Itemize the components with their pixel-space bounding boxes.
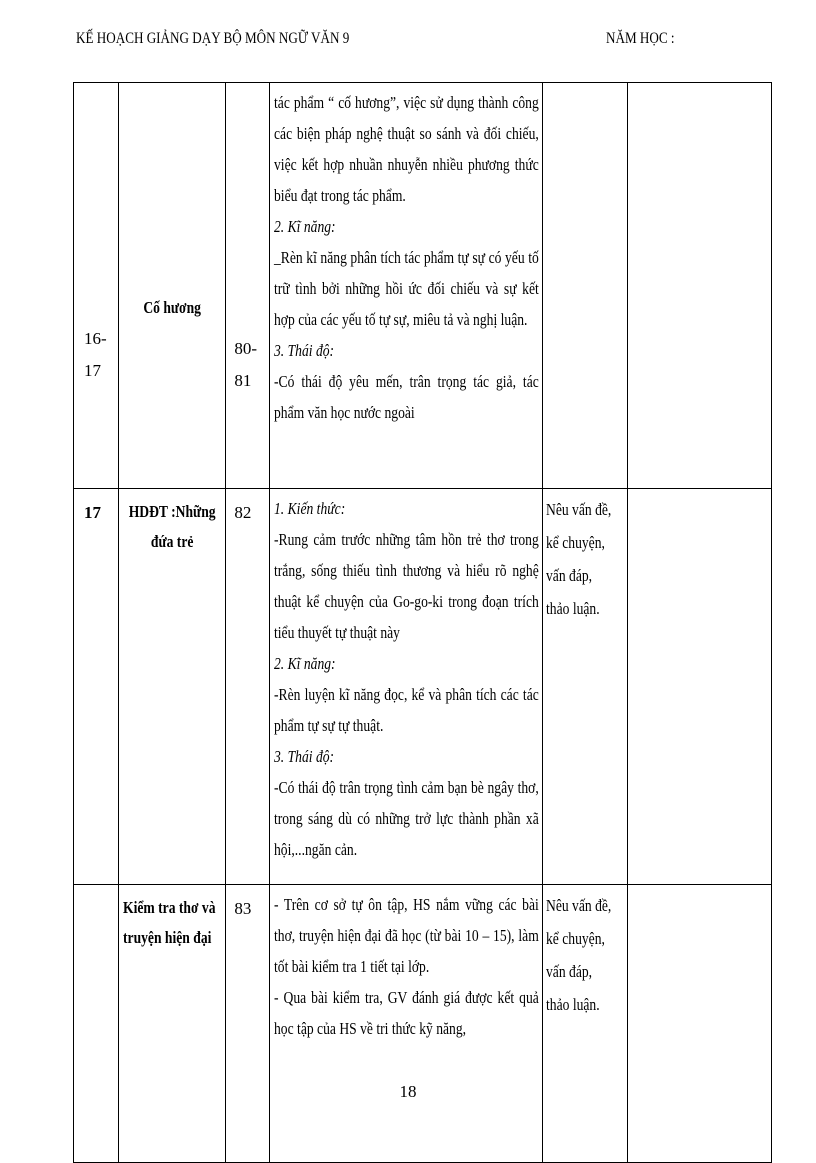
teaching-methods: [543, 489, 626, 629]
lesson-name-cell: [119, 83, 226, 489]
lesson-objectives: [270, 83, 543, 430]
week-cell: [74, 489, 119, 885]
method-item: thảo luận.: [546, 995, 600, 1014]
teaching-methods-cell: [543, 885, 627, 1163]
method-item: vấn đáp,: [546, 566, 593, 585]
table-row: [74, 83, 772, 489]
notes-cell: [627, 83, 771, 489]
method-item: Nêu vấn đề,: [546, 500, 612, 519]
method-item: kể chuyện,: [546, 533, 606, 552]
method-item: kể chuyện,: [546, 929, 606, 948]
school-year-label: NĂM HỌC :: [606, 30, 675, 47]
week-cell: [74, 885, 119, 1163]
objective-text: - Qua bài kiểm tra, GV đánh giá được kết quả học tập của HS về tri thức kỹ năng,: [273, 988, 539, 1038]
objective-heading: 3. Thái độ:: [273, 747, 334, 766]
objective-text: -Có thái độ trân trọng tình cảm bạn bè ngây thơ, trong sáng dù có những trở lực thành phần xã hội,...ngăn cản.: [273, 778, 539, 859]
lesson-content-cell: [269, 489, 543, 885]
teaching-methods: [543, 885, 626, 1025]
lesson-name-cell: [119, 885, 226, 1163]
table-row: [74, 885, 772, 1163]
document-title: KẾ HOẠCH GIẢNG DẠY BỘ MÔN NGỮ VĂN 9: [76, 30, 350, 47]
objective-heading: 1. Kiến thức:: [273, 499, 345, 518]
lesson-name: HDĐT :Những đứa trẻ: [128, 502, 216, 551]
week-number: 17: [84, 503, 101, 522]
objective-text: -Rung cảm trước những tâm hồn trẻ thơ trong trắng, sống thiếu tình thương và hiểu rõ nghệ thuật kể chuyện của Go-go-ki trong đoạn trích tiểu thuyết tự thuật này: [273, 530, 539, 642]
period-cell: [226, 83, 269, 489]
period-cell: [226, 885, 269, 1163]
lesson-objectives: [270, 885, 543, 1046]
page-header: [76, 30, 736, 60]
lesson-objectives: [270, 489, 543, 867]
method-item: Nêu vấn đề,: [546, 896, 612, 915]
notes-cell: [627, 489, 771, 885]
objective-text: -Có thái độ yêu mến, trân trọng tác giả, tác phẩm văn học nước ngoài: [273, 372, 539, 422]
table-row: [74, 489, 772, 885]
lesson-name: Cố hương: [143, 298, 202, 317]
period-number: 82: [234, 503, 252, 522]
objective-text: tác phẩm “ cố hương”, việc sử dụng thành công các biện pháp nghệ thuật so sánh và đối chiếu, việc kết hợp nhuần nhuyễn nhiều phương thức biểu đạt trong tác phẩm.: [273, 93, 539, 205]
notes-cell: [627, 885, 771, 1163]
teaching-methods-cell: [543, 83, 627, 489]
objective-heading: 2. Kĩ năng:: [273, 654, 336, 673]
week-number: 16- 17: [84, 329, 107, 380]
lesson-name: Kiểm tra thơ và truyện hiện đại: [123, 898, 216, 947]
period-cell: [226, 489, 269, 885]
lesson-plan-table: [73, 82, 772, 1163]
lesson-content-cell: [269, 83, 543, 489]
page-number: 18: [399, 1082, 417, 1101]
method-item: thảo luận.: [546, 599, 600, 618]
lesson-content-cell: [269, 885, 543, 1163]
teaching-methods: [543, 83, 626, 91]
week-cell: [74, 83, 119, 489]
objective-heading: 2. Kĩ năng:: [273, 217, 336, 236]
objective-text: - Trên cơ sở tự ôn tập, HS nắm vững các bài thơ, truyện hiện đại đã học (từ bài 10 – 15), làm tốt bài kiểm tra 1 tiết tại lớp.: [273, 895, 539, 976]
objective-heading: 3. Thái độ:: [273, 341, 334, 360]
week-number: [74, 885, 118, 893]
period-number: 83: [234, 899, 252, 918]
method-item: vấn đáp,: [546, 962, 593, 981]
teaching-methods-cell: [543, 489, 627, 885]
lesson-name-cell: [119, 489, 226, 885]
objective-text: _Rèn kĩ năng phân tích tác phẩm tự sự có yếu tố trữ tình bởi những hồi ức đối chiếu và sự kết hợp của các yếu tố tự sự, miêu tả và nghị luận.: [273, 248, 539, 329]
period-number: 80- 81: [234, 339, 258, 390]
objective-text: -Rèn luyện kĩ năng đọc, kể và phân tích các tác phẩm tự sự tự thuật.: [273, 685, 539, 735]
